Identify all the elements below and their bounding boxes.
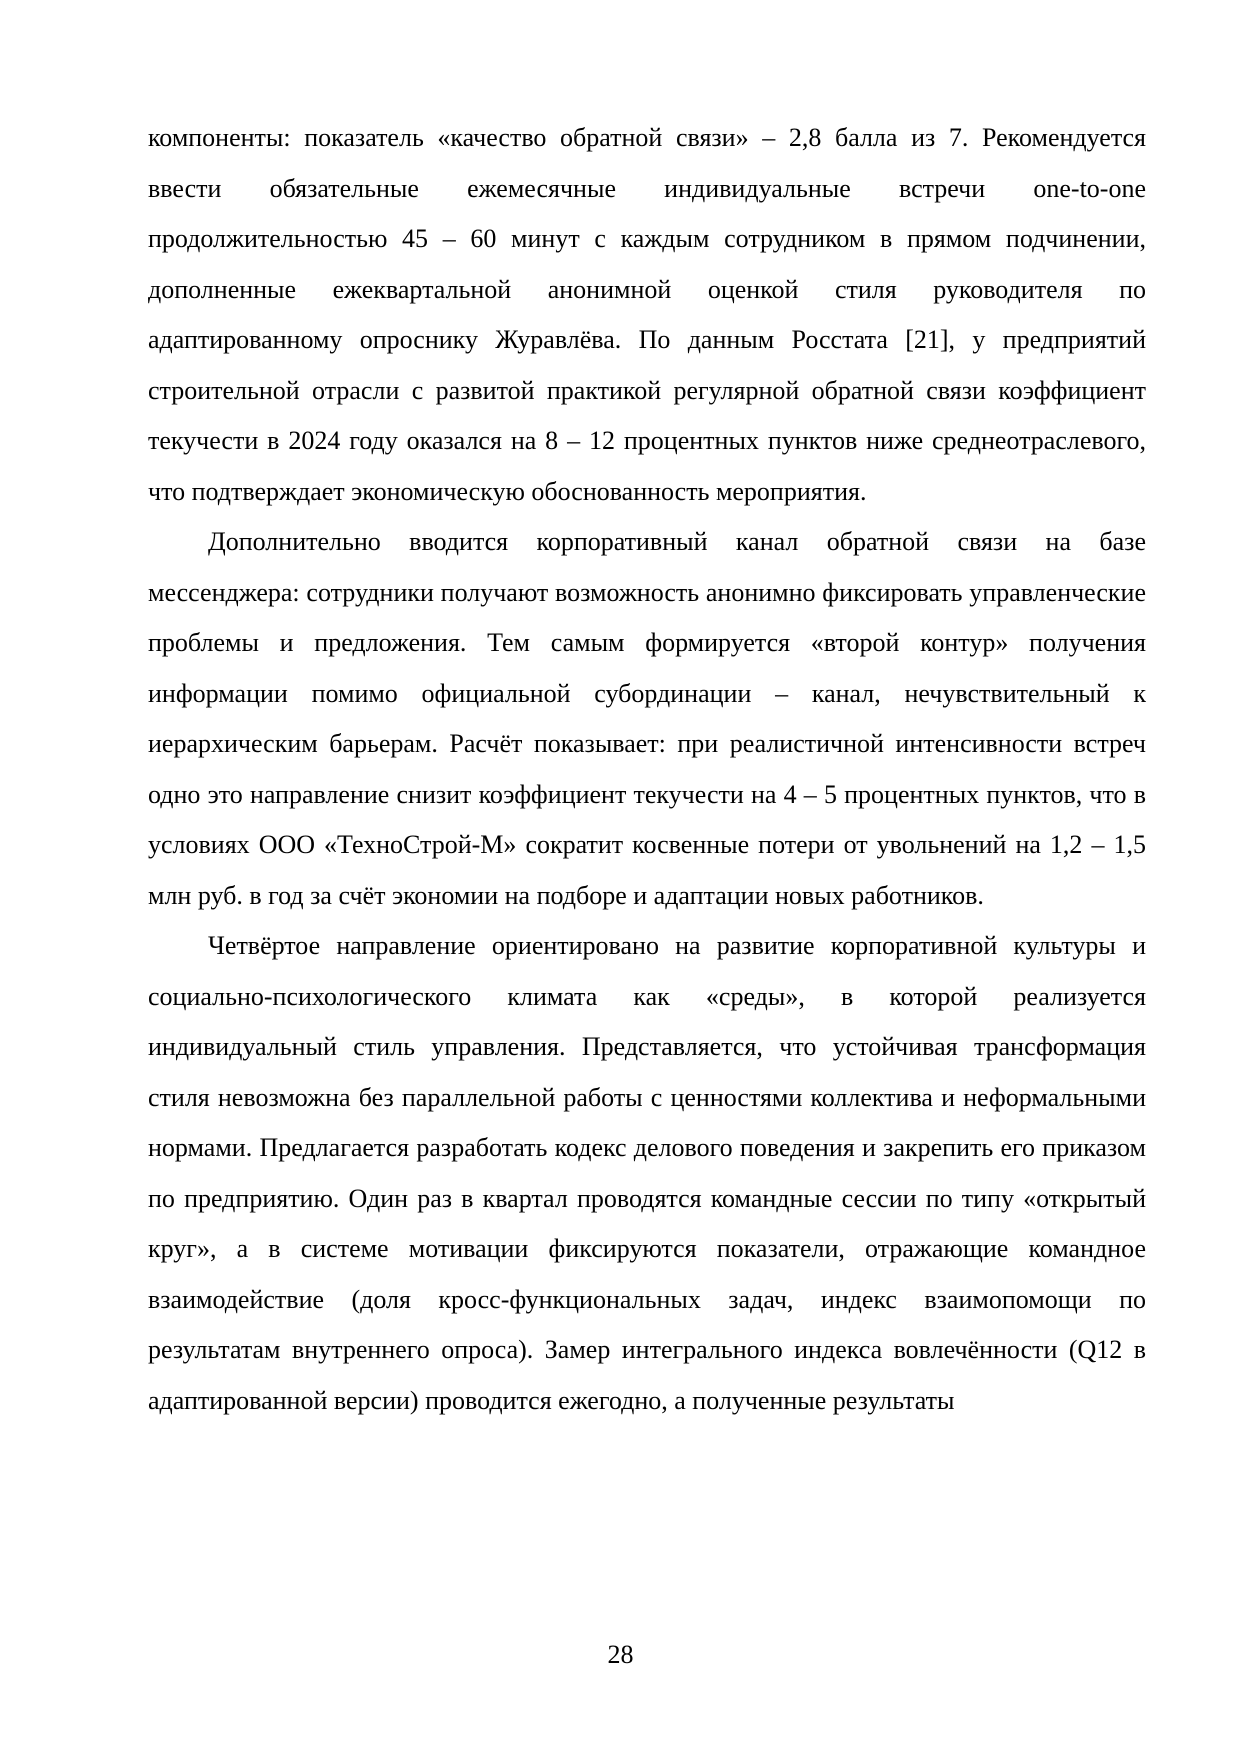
page-number: 28 [607, 1640, 634, 1669]
paragraph-feedback-meetings: компоненты: показатель «качество обратной связи» – 2,8 балла из 7. Рекомендуется ввести обязательные ежемесячные индивидуальные встречи one-to-one продолжительностью 45 – 60 минут с каждым сотрудником в прямом подчинении, дополненные ежеквартальной анонимной оценкой стиля руководителя по адаптированному опроснику Журавлёва. По данным Росстата [21], у предприятий строительной отрасли с развитой практикой регулярной обратной связи коэффициент текучести в 2024 году оказался на 8 – 12 процентных пунктов ниже среднеотраслевого, что подтверждает экономическую обоснованность мероприятия. [148, 123, 1146, 506]
paragraph-corporate-culture: Четвёртое направление ориентировано на развитие корпоративной культуры и социально-психологического климата как «среды», в которой реализуется индивидуальный стиль управления. Представляется, что устойчивая трансформация стиля невозможна без параллельной работы с ценностями коллектива и неформальными нормами. Предлагается разработать кодекс делового поведения и закрепить его приказом по предприятию. Один раз в квартал проводятся командные сессии по типу «открытый круг», а в системе мотивации фиксируются показатели, отражающие командное взаимодействие (доля кросс-функциональных задач, индекс взаимопомощи по результатам внутреннего опроса). Замер интегрального индекса вовлечённости (Q12 в адаптированной версии) проводится ежегодно, а полученные результаты [148, 931, 1146, 1415]
document-body [148, 113, 1146, 1426]
paragraph-feedback-channel: Дополнительно вводится корпоративный канал обратной связи на базе мессенджера: сотрудники получают возможность анонимно фиксировать управленческие проблемы и предложения. Тем самым формируется «второй контур» получения информации помимо официальной субординации – канал, нечувствительный к иерархическим барьерам. Расчёт показывает: при реалистичной интенсивности встреч одно это направление снизит коэффициент текучести на 4 – 5 процентных пунктов, что в условиях ООО «ТехноСтрой-М» сократит косвенные потери от увольнений на 1,2 – 1,5 млн руб. в год за счёт экономии на подборе и адаптации новых работников. [148, 527, 1146, 910]
